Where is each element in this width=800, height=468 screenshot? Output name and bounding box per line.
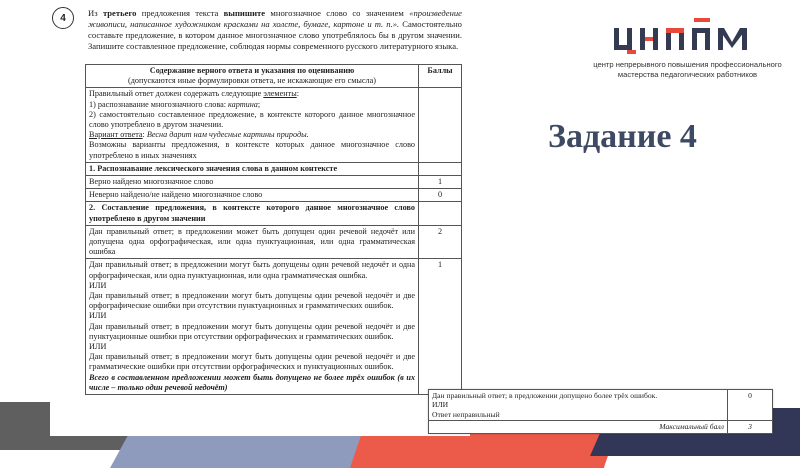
criterion-text-multi — [429, 390, 728, 421]
or-label: ИЛИ — [89, 342, 107, 352]
header-content-subtitle: (допускаются иные формулировки ответа, не искажающие его смысла) — [128, 76, 376, 86]
criterion-points: 0 — [728, 390, 773, 421]
or-label: ИЛИ — [89, 280, 107, 290]
criterion-text: Верно найдено многозначное слово — [86, 176, 419, 189]
task-text-bold: третьего — [102, 8, 137, 18]
criterion-alt: Дан правильный ответ; в предложении допущено более трёх ошибок. — [432, 391, 658, 400]
section-1-title: 1. Распознавание лексического значения слова в данном контексте — [86, 162, 419, 175]
criterion-alt: Дан правильный ответ; в предложении могут быть допущены один речевой недочёт и две пунктуационные ошибки при отсутствии орфографических и грамматических ошибок. — [89, 321, 415, 341]
criterion-text-multi — [86, 259, 419, 395]
intro-underlined: элементы — [263, 89, 297, 99]
header-content-title: Содержание верного ответа и указания по оцениванию — [149, 66, 355, 75]
table-row — [86, 259, 462, 395]
criteria-table-continuation — [428, 389, 773, 434]
task-text-bold: выпишите — [223, 8, 266, 18]
intro-cell — [86, 88, 419, 162]
intro-possible: Возможны варианты предложения, в контексте которых данное многозначное слово употреблено в иных значениях — [89, 140, 415, 160]
logo-subtitle-line: мастерства педагогических работников — [617, 70, 758, 79]
answer-word: картина — [228, 99, 258, 109]
task-definition: «произведение живописи, написанное художником красками на холсте, бумаге, картоне и т. п.». — [88, 8, 462, 29]
criterion-alt: Ответ неправильный — [432, 409, 500, 419]
intro-text: ; — [257, 99, 261, 109]
intro-item-1: 1) распознавание многозначного слова: — [89, 99, 229, 109]
or-label: ИЛИ — [432, 400, 449, 410]
section-2-points-empty — [419, 202, 462, 225]
task-text-part: Самостоятельно составьте предложение, в котором данное многозначное слово употреблялось бы в другом значении. Запишите составленное предложение, соблюдая нормы современного русского литературного языка. — [88, 19, 462, 51]
task-number-badge — [52, 7, 74, 29]
criterion-text: Неверно найдено/не найдено многозначное слово — [86, 189, 419, 202]
table-header-row — [86, 65, 462, 88]
task-text-part: Из — [88, 8, 103, 18]
criterion-alt: Дан правильный ответ; в предложении могут быть допущены один речевой недочёт и две грамматические ошибки при отсутствии орфографических и пунктуационных ошибок. — [89, 352, 415, 372]
variant-label: Вариант ответа — [89, 130, 143, 140]
criterion-note: Всего в составленном предложении может быть допущено не более трёх ошибок (в их числе – только один речевой недочёт) — [89, 372, 415, 392]
section-2-title: 2. Составление предложения, в контексте которого данное многозначное слово употреблено в другом значении — [86, 202, 419, 225]
intro-text: Правильный ответ должен содержать следующие — [89, 89, 264, 99]
variant-sep: : — [142, 130, 147, 140]
criterion-points: 2 — [419, 225, 462, 259]
or-label: ИЛИ — [89, 311, 107, 321]
section-1-header — [86, 162, 462, 175]
task-text-part: предложения текста — [136, 8, 224, 18]
task-number: 4 — [60, 12, 66, 24]
intro-text: : — [296, 89, 299, 99]
task-statement — [88, 8, 462, 52]
max-score-row — [429, 421, 773, 433]
intro-points-cell — [419, 88, 462, 162]
logo-subtitle-line: центр непрерывного повышения профессионального — [593, 60, 782, 69]
criteria-table — [85, 64, 462, 395]
criterion-text: Дан правильный ответ; в предложении может быть допущен один речевой недочёт или допущена одна орфографическая, или одна пунктуационная, или одна грамматическая ошибка — [86, 225, 419, 259]
criterion-points: 1 — [419, 259, 462, 395]
criterion-points: 0 — [419, 189, 462, 202]
table-row — [86, 225, 462, 259]
header-content — [86, 65, 419, 88]
intro-item-2: 2) самостоятельно составленное предложение, в контексте которого данное многозначное слово употреблено в другом значении. — [89, 109, 415, 130]
task-text-part: многозначное слово со значением — [265, 8, 410, 18]
section-2-header — [86, 202, 462, 225]
logo-subtitle — [580, 60, 795, 80]
section-1-points-empty — [419, 162, 462, 175]
criterion-points: 1 — [419, 176, 462, 189]
table-row — [86, 176, 462, 189]
criterion-alt: Дан правильный ответ; в предложении могут быть допущены один речевой недочёт и две орфографические ошибки при отсутствии пунктуационных и грамматических ошибок. — [89, 291, 415, 311]
criterion-alt: Дан правильный ответ; в предложении могут быть допущены один речевой недочёт и одна орфографическая, или одна пунктуационная, или одна грамматическая ошибка. — [89, 260, 415, 280]
slide-title: Задание 4 — [548, 118, 697, 155]
variant-text: Весна дарит нам чудесные картины природы. — [146, 130, 309, 140]
table-row — [86, 189, 462, 202]
table-row-intro — [86, 88, 462, 162]
max-score-value: 3 — [728, 421, 773, 433]
cnppm-logo-icon — [614, 16, 764, 56]
header-points: Баллы — [419, 65, 462, 88]
max-score-label: Максимальный балл — [429, 421, 728, 433]
table-row — [429, 390, 773, 421]
